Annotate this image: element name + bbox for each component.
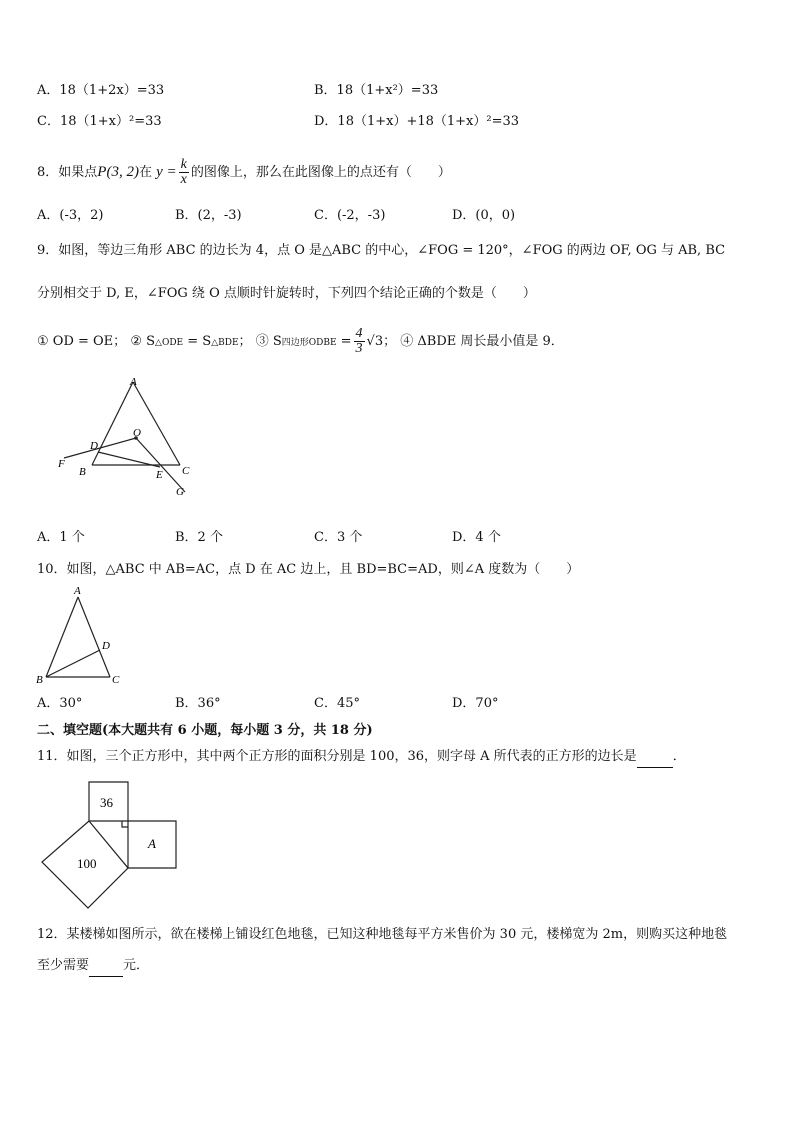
q9-label-c: C (182, 465, 190, 477)
q11-figure (30, 776, 190, 916)
q12-line2-text: 至少需要 (37, 958, 90, 973)
q10-segment-bd (46, 650, 100, 677)
q9-edge-ac (133, 382, 180, 465)
q11-answer-blank[interactable] (637, 747, 673, 768)
q10-option-b: B．36° (175, 696, 221, 711)
q11-stem-text: 11．如图，三个正方形中，其中两个正方形的面积分别是 100，36，则字母 A 所代表的正方形的边长是 (37, 749, 637, 764)
q9-stem-line1: 9．如图，等边三角形 ABC 的边长为 4，点 O 是△ABC 的中心，∠FOG = 120°，∠FOG 的两边 OF, OG 与 AB, BC (37, 243, 726, 258)
q9-label-f: F (58, 458, 65, 470)
q9-s2-sub2: △BDE (211, 338, 239, 348)
q9-s3-eq: = (336, 334, 352, 349)
q9-statement-1: ① OD = OE； (37, 334, 127, 349)
q9-s3-end: ； (383, 334, 397, 349)
q10-stem: 10．如图，△ABC 中 AB=AC，点 D 在 AC 边上，且 BD=BC=AD，则∠A 度数为（ ） (37, 562, 580, 577)
q8-frac-den: x (180, 172, 187, 187)
q9-label-o: O (133, 427, 141, 439)
q9-label-g: G (176, 486, 184, 498)
q12-line2-end: 元． (123, 958, 150, 973)
q8-option-a: A．(-3，2) (37, 208, 104, 223)
q8-prefix: 8．如果点 (37, 165, 98, 180)
q9-s2-end: ； (238, 334, 252, 349)
q11-label-a: A (148, 836, 156, 851)
q11-stem-end: ． (672, 749, 686, 764)
q9-statement-2 (130, 334, 251, 349)
q12-stem-line1: 12．某楼梯如图所示，欲在楼梯上铺设红色地毯，已知这种地毯每平方米售价为 30 元，楼梯宽为 2m，则购买这种地毯 (37, 927, 728, 942)
q10-option-d: D．70° (452, 696, 499, 711)
q7-option-b: B．18（1+x²）=33 (314, 83, 439, 98)
q9-stem-line2: 分别相交于 D, E，∠FOG 绕 O 点顺时针旋转时，下列四个结论正确的个数是（ ） (37, 286, 536, 301)
q11-label-100: 100 (77, 856, 97, 871)
q10-figure (30, 584, 130, 690)
q7-option-d: D．18（1+x）+18（1+x）²=33 (314, 114, 520, 129)
q10-option-c: C．45° (314, 696, 360, 711)
q8-option-c: C．(-2，-3) (314, 208, 386, 223)
q8-suffix: 的图像上，那么在此图像上的点还有（ ） (190, 165, 451, 180)
q9-s2-a: ② S (130, 334, 156, 349)
q9-option-b: B．2 个 (175, 530, 223, 545)
q7-option-a: A．18（1+2x）=33 (37, 83, 165, 98)
q9-option-c: C．3 个 (314, 530, 363, 545)
q9-figure (50, 372, 200, 502)
q8-mid: 在 (138, 165, 152, 180)
q9-s2-c: = S (183, 334, 212, 349)
q9-s3-fraction (354, 327, 365, 356)
q9-label-e: E (156, 469, 163, 481)
q9-s2-sub1: △ODE (155, 338, 184, 348)
q9-ray-of (64, 438, 136, 458)
q8-frac-num: k (180, 157, 187, 172)
q10-edge-ac (78, 597, 110, 677)
q11-stem (37, 747, 686, 768)
q8-stem (37, 158, 451, 187)
q9-statement-4: ④ ΔBDE 周长最小值是 9． (400, 334, 564, 349)
q9-s3-num: 4 (355, 326, 363, 341)
q9-label-b: B (79, 466, 86, 478)
q8-point: P(3, 2) (97, 164, 139, 180)
q9-statement-3 (255, 326, 397, 356)
q9-option-d: D．4 个 (452, 530, 501, 545)
q7-option-c: C．18（1+x）²=33 (37, 114, 162, 129)
q9-s3-sub: 四边形ODBE (281, 338, 337, 348)
q8-fraction (179, 158, 189, 187)
q8-option-b: B．(2，-3) (175, 208, 242, 223)
q10-option-a: A．30° (37, 696, 83, 711)
q9-label-a: A (130, 376, 137, 388)
q10-label-b: B (36, 674, 43, 686)
section-heading: 二、填空题(本大题共有 6 小题，每小题 3 分，共 18 分) (37, 723, 373, 738)
q9-statements (37, 327, 564, 356)
q10-label-a: A (74, 585, 81, 597)
q8-option-d: D．(0，0) (452, 208, 516, 223)
q11-label-36: 36 (100, 795, 113, 810)
q12-answer-blank[interactable] (89, 956, 123, 977)
q9-s3-a: ③ S (255, 334, 282, 349)
q9-option-a: A．1 个 (37, 530, 85, 545)
q9-label-d: D (90, 440, 98, 452)
q10-label-d: D (102, 640, 110, 652)
q11-right-angle-mark (122, 821, 128, 827)
q9-s3-root: √3 (366, 334, 384, 349)
q8-func-lhs: y = (156, 164, 177, 180)
q12-stem-line2 (37, 956, 149, 977)
q9-s3-den: 3 (355, 341, 363, 356)
q10-label-c: C (112, 674, 120, 686)
q10-edge-ab (46, 597, 78, 677)
